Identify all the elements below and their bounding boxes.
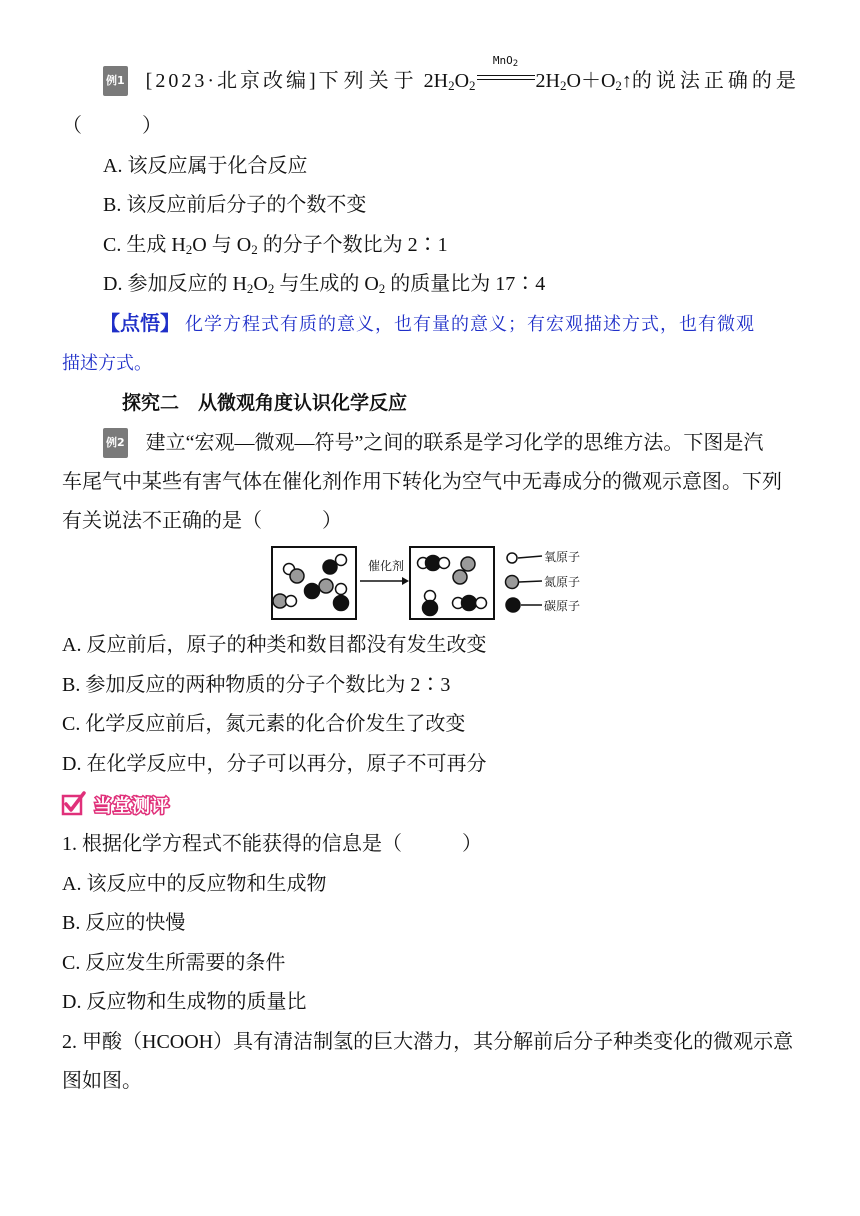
example2-line2: 车尾气中某些有害气体在催化剂作用下转化为空气中无毒成分的微观示意图。下列	[62, 471, 782, 493]
quiz-q1-option-a: A. 该反应中的反应物和生成物	[62, 873, 327, 895]
nitrogen-atom	[290, 569, 304, 583]
quiz-q2-line1: 2. 甲酸（HCOOH）具有清洁制氢的巨大潜力，其分解前后分子种类变化的微观示意	[62, 1031, 794, 1053]
insight-line1	[100, 310, 755, 339]
quiz-q2-line2: 图如图。	[62, 1070, 142, 1092]
example1-option-c: C. 生成 $H_2O$ 与 $O_2$ 的分子个数比为 2∶1	[103, 234, 448, 257]
legend-nitrogen-icon	[506, 576, 519, 589]
example2-line3: 有关说法不正确的是（ ）	[62, 510, 342, 532]
example1-source: [2023·北京改编]	[145, 70, 319, 92]
quiz-q1-option-c: C. 反应发生所需要的条件	[62, 952, 286, 974]
legend-oxygen-icon	[507, 553, 517, 563]
quiz-q1-stem: 1. 根据化学方程式不能获得的信息是（ ）	[62, 833, 482, 855]
example1-paren: （ ）	[62, 115, 162, 137]
nitrogen-atom	[453, 570, 467, 584]
oxygen-atom	[336, 555, 347, 566]
example1-prefix: 下列关于	[318, 70, 419, 92]
legend-oxygen-label: 氧原子	[544, 550, 581, 564]
example1-stem-line1	[103, 54, 800, 96]
example1-option-d: D. 参加反应的 $H_2O_2$ 与生成的 $O_2$ 的质量比为 17∶4	[103, 273, 546, 296]
quiz-q1-option-d: D. 反应物和生成物的质量比	[62, 991, 307, 1013]
example1-badge: 例1	[103, 66, 128, 96]
checkbox-icon	[60, 790, 200, 820]
legend-carbon-label: 碳原子	[544, 599, 581, 613]
example2-option-b: B. 参加反应的两种物质的分子个数比为 2∶3	[62, 674, 451, 696]
insight-label: 【点悟】	[100, 313, 180, 335]
example2-option-c: C. 化学反应前后，氮元素的化合价发生了改变	[62, 713, 466, 735]
example1-option-b: B. 该反应前后分子的个数不变	[103, 194, 367, 216]
legend-carbon-icon	[506, 598, 520, 612]
example2-option-a: A. 反应前后，原子的种类和数目都没有发生改变	[62, 634, 487, 656]
section2-title: 探究二 从微观角度认识化学反应	[122, 392, 408, 414]
example2-option-d: D. 在化学反应中，分子可以再分，原子不可再分	[62, 753, 487, 775]
catalyst-arrow: MnO$_2$	[477, 69, 535, 85]
carbon-atom	[462, 596, 477, 611]
nitrogen-atom	[461, 557, 475, 571]
legend-nitrogen-label: 氮原子	[544, 575, 581, 589]
carbon-atom	[334, 596, 349, 611]
example2-badge: 例2	[103, 428, 128, 458]
carbon-atom	[305, 584, 320, 599]
oxygen-atom	[439, 558, 450, 569]
catalyst-label: 催化剂	[368, 559, 405, 573]
insight-text1: 化学方程式有质的意义，也有量的意义；有宏观描述方式，也有微观	[185, 314, 755, 335]
example1-option-a: A. 该反应属于化合反应	[103, 155, 308, 177]
oxygen-atom	[286, 596, 297, 607]
carbon-atom	[423, 601, 438, 616]
molecule-diagram	[270, 544, 600, 622]
quiz-q1-option-b: B. 反应的快慢	[62, 912, 186, 934]
oxygen-atom	[336, 584, 347, 595]
oxygen-atom	[476, 598, 487, 609]
example2-line1: 例2 建立“宏观—微观—符号”之间的联系是学习化学的思维方法。下图是汽	[103, 428, 763, 458]
example1-suffix: 的说法正确的是	[631, 70, 800, 92]
quiz-banner-label: 当堂测评	[94, 796, 170, 817]
quiz-banner	[60, 790, 200, 820]
carbon-atom	[323, 560, 337, 574]
chemical-equation: $2H_2O_2$ MnO$_2$ $2H_2O+O_2↑$	[423, 54, 632, 93]
nitrogen-atom	[319, 579, 333, 593]
insight-line2: 描述方式。	[62, 353, 152, 374]
